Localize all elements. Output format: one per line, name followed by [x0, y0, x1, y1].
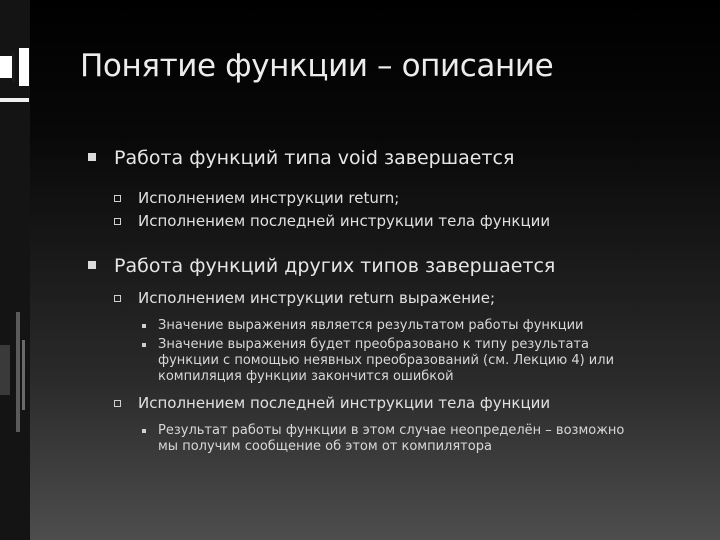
decorative-bar	[16, 312, 20, 432]
bullet-level1	[86, 254, 696, 278]
spacer	[86, 414, 696, 420]
bullet-text: Исполнением инструкции return;	[138, 189, 400, 207]
bullet-level3	[86, 337, 628, 385]
bullet-level2	[86, 211, 696, 232]
hollow-square-bullet-icon	[114, 195, 121, 202]
bullet-text: Исполнением инструкции return выражение;	[138, 289, 496, 307]
bullet-text: Работа функций других типов завершается	[114, 255, 556, 277]
small-square-bullet-icon	[142, 343, 146, 347]
spacer	[86, 385, 696, 391]
bullet-text: Значение выражения будет преобразовано к типу результата функции с помощью неявных преобразований (см. Лекцию 4) или компиляция функции закончится ошибкой	[158, 337, 615, 384]
bullet-level2	[86, 288, 696, 309]
small-square-bullet-icon	[142, 429, 146, 433]
slide-title: Понятие функции – описание	[80, 48, 554, 84]
bullet-text: Исполнением последней инструкции тела функции	[138, 212, 551, 230]
bullet-level1	[86, 146, 696, 170]
decorative-bar	[0, 345, 10, 395]
bullet-text: Исполнением последней инструкции тела функции	[138, 394, 551, 412]
decorative-bar	[0, 98, 29, 102]
spacer	[86, 232, 696, 254]
decorative-bar	[12, 52, 15, 82]
decorative-bar	[22, 340, 25, 410]
decorative-bar	[19, 48, 29, 86]
square-bullet-icon	[88, 153, 96, 161]
bullet-level3	[86, 318, 628, 334]
bullet-level3	[86, 423, 628, 455]
square-bullet-icon	[88, 261, 96, 269]
bullet-text: Значение выражения является результатом работы функции	[158, 318, 584, 333]
bullet-level2	[86, 393, 696, 414]
hollow-square-bullet-icon	[114, 400, 121, 407]
bullet-text: Результат работы функции в этом случае неопределён – возможно мы получим сообщение об этом от компилятора	[158, 423, 625, 454]
hollow-square-bullet-icon	[114, 218, 121, 225]
hollow-square-bullet-icon	[114, 295, 121, 302]
small-square-bullet-icon	[142, 324, 146, 328]
slide-content	[86, 146, 696, 455]
spacer	[86, 309, 696, 315]
bullet-level2	[86, 188, 696, 209]
bullet-text: Работа функций типа void завершается	[114, 147, 515, 169]
